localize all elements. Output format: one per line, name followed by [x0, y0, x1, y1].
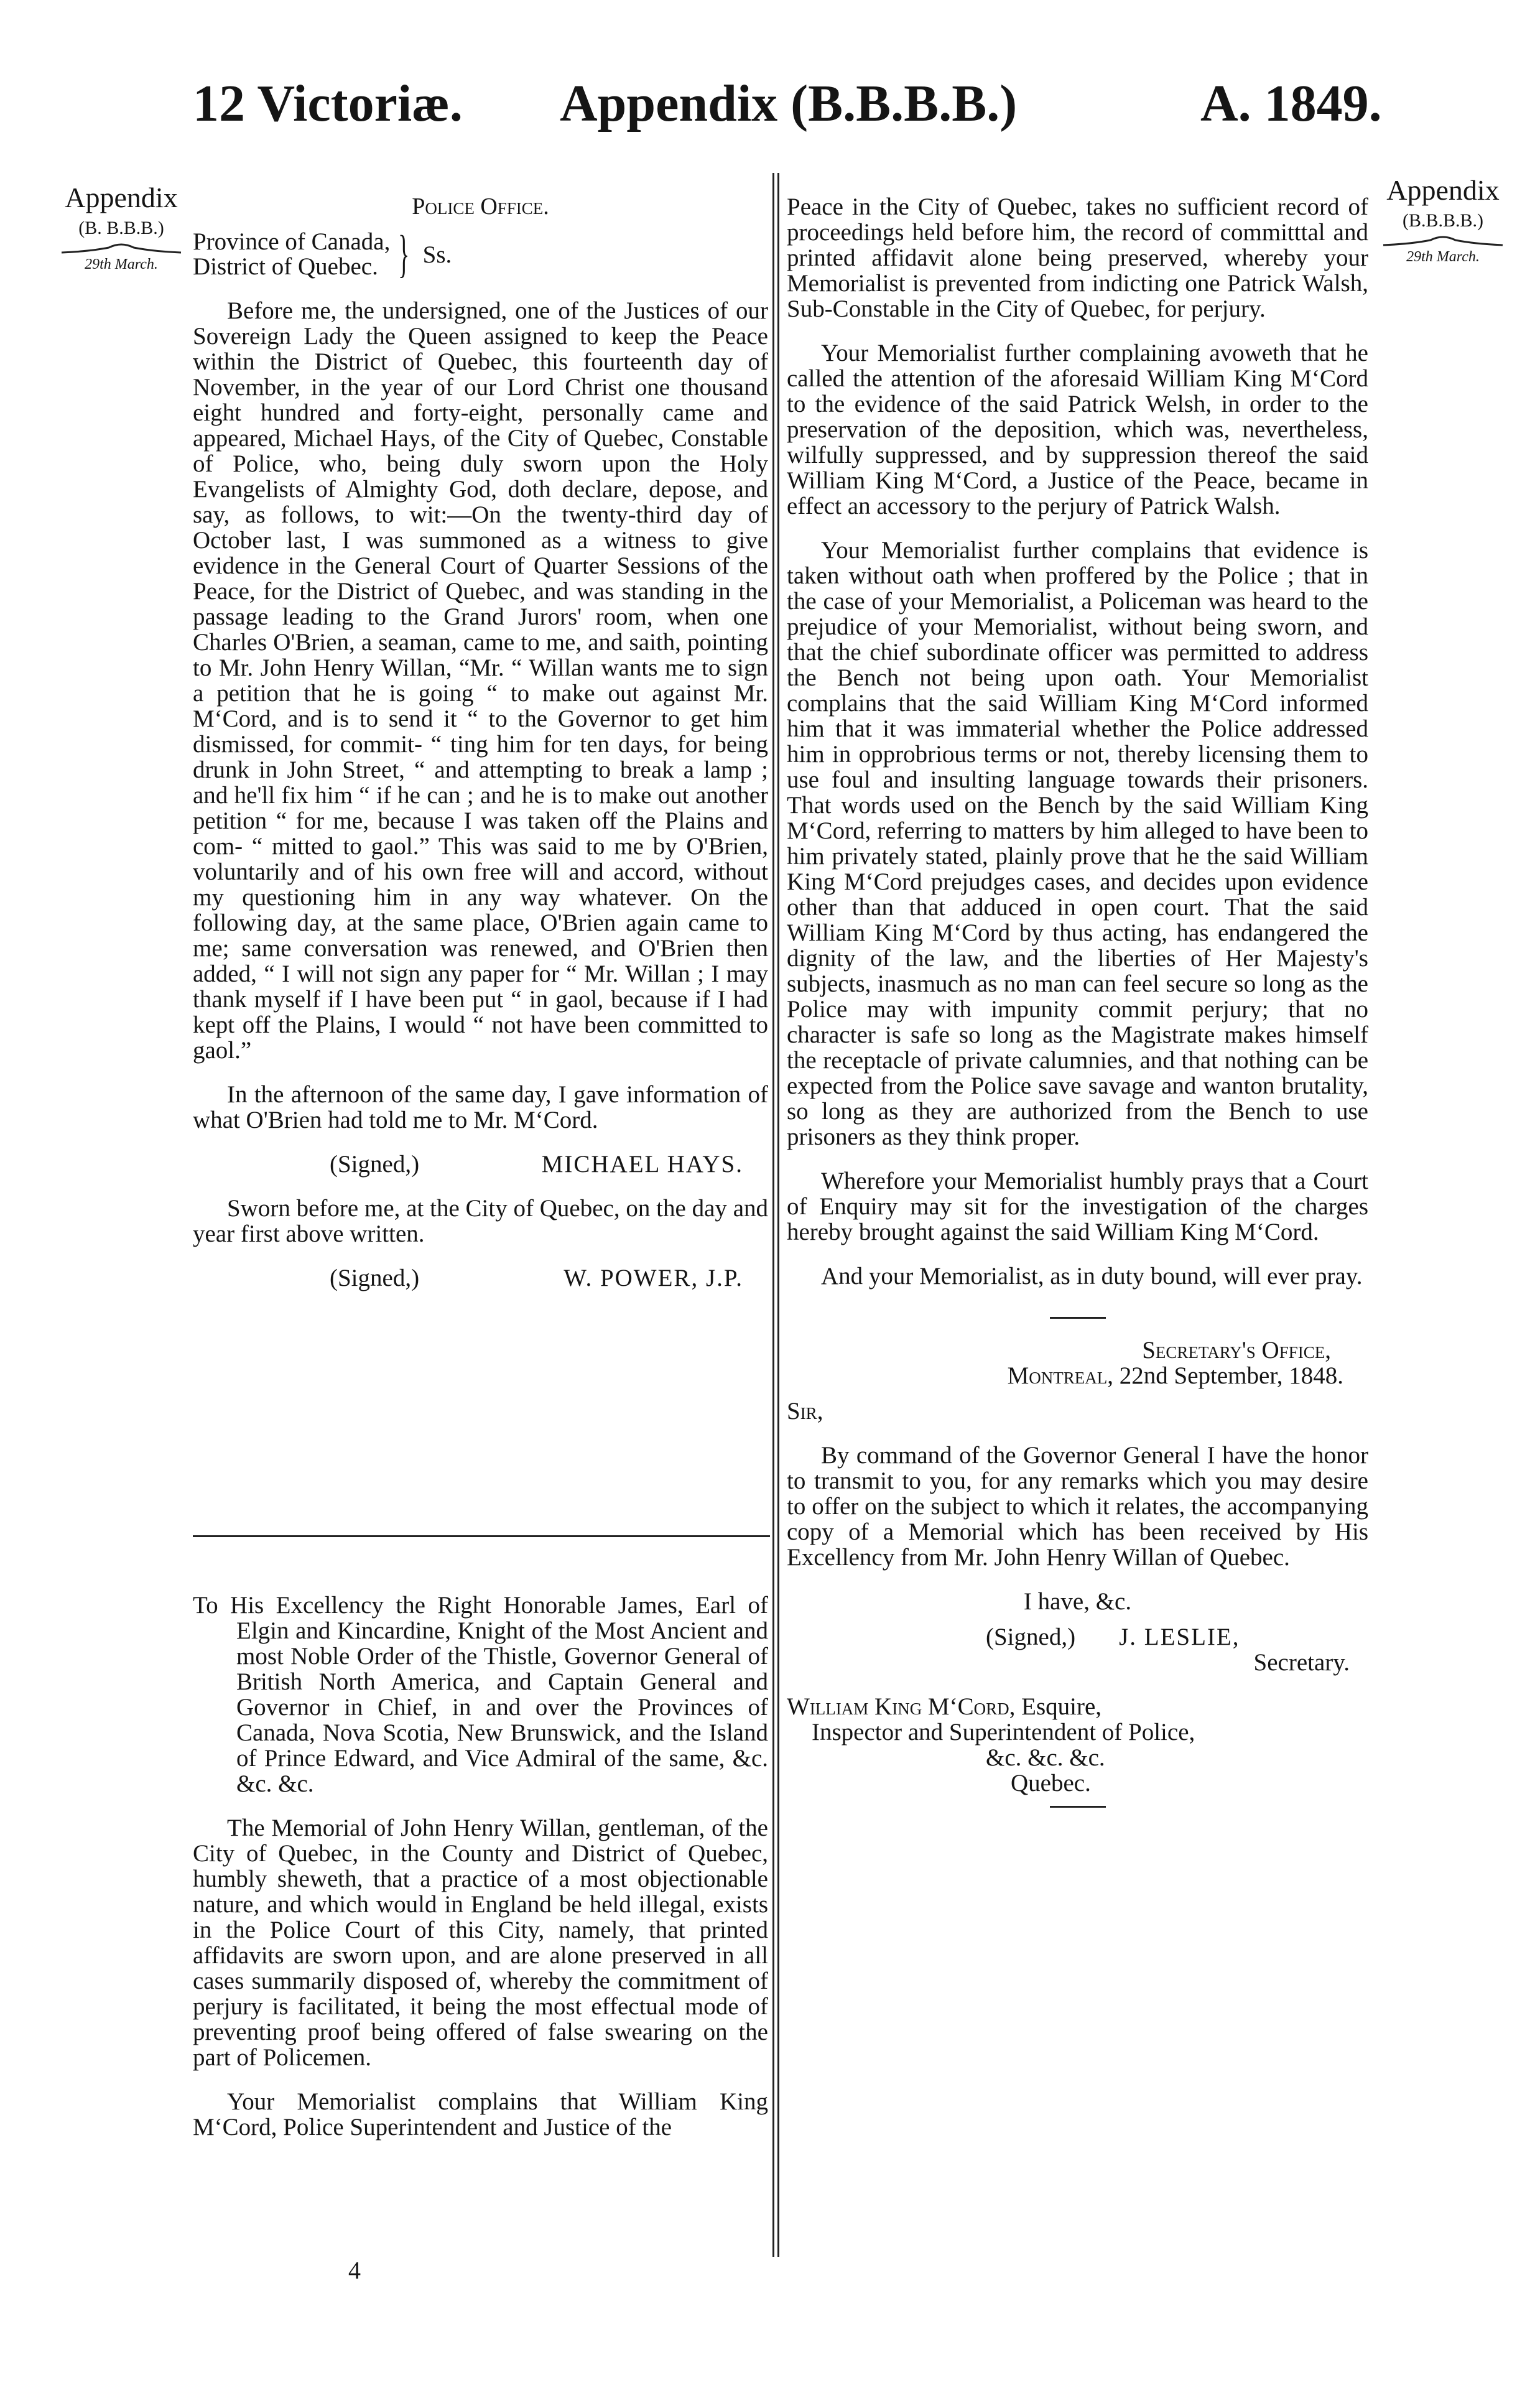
- recipient-line-4: Quebec.: [1011, 1770, 1091, 1797]
- memorial-section: [193, 1592, 768, 2140]
- recipient-suffix: Esquire,: [1015, 1693, 1102, 1720]
- recipient-line-1: [787, 1694, 1368, 1719]
- police-office-heading: Police Office.: [412, 193, 549, 220]
- margin-note-title: Appendix: [1386, 174, 1500, 206]
- brace-icon: }: [398, 225, 410, 283]
- running-header-session: 12 Victoriæ.: [193, 75, 463, 132]
- district-line: District of Quebec.: [193, 253, 378, 280]
- recipient-line-2: Inspector and Superintendent of Police,: [812, 1719, 1195, 1746]
- column-divider: [777, 173, 779, 2257]
- afternoon-text: In the afternoon of the same day, I gave information of what O'Brien had told me to Mr. M‘Cord.: [193, 1081, 768, 1133]
- signed-label: (Signed,): [986, 1624, 1076, 1650]
- address-to-governor: To His Excellency the Right Honorable James, Earl of Elgin and Kincardine, Knight of the Most Ancient and most Noble Order of the Thistle, Governor General of British North America, and Captain General and Governor in Chief, in and over the Provinces of Canada, Nova Scotia, New Brunswick, and the Island of Prince Edward, and Vice Admiral of the same, &c. &c. &c.: [193, 1592, 768, 1797]
- sworn-text: Sworn before me, at the City of Quebec, on the day and year first above written.: [193, 1195, 768, 1247]
- prayer-paragraph: Wherefore your Memorialist humbly prays that a Court of Enquiry may sit for the investigation of the charges hereby brought against the said William King M‘Cord.: [787, 1168, 1368, 1245]
- letter-closing: I have, &c.: [1023, 1588, 1132, 1615]
- signed-label: (Signed,): [330, 1151, 420, 1178]
- signature-power: [193, 1265, 768, 1291]
- letter-place: Montreal,: [1007, 1362, 1114, 1389]
- province-line: Province of Canada,: [193, 228, 391, 255]
- section-divider: [193, 1535, 770, 1537]
- signature-leslie: [787, 1624, 1368, 1650]
- signer-name: J. LESLIE,: [1119, 1624, 1240, 1650]
- margin-note-date: 29th March.: [1406, 249, 1480, 265]
- signer-name: MICHAEL HAYS.: [541, 1151, 743, 1178]
- recipient-name: William King M‘Cord,: [787, 1693, 1016, 1720]
- salutation: Sir,: [787, 1398, 823, 1425]
- ss-mark: Ss.: [422, 241, 452, 268]
- flourish-icon: [1381, 234, 1505, 248]
- deposition-section: [193, 194, 768, 1291]
- left-margin-note: [50, 180, 193, 274]
- running-header-appendix: Appendix (B.B.B.B.): [560, 75, 1018, 132]
- letter-body: By command of the Governor General I have the honor to transmit to you, for any remarks which you may desire to offer on the subject to which it relates, the accompanying copy of a Memorial which has been received by His Excellency from Mr. John Henry Willan of Quebec.: [787, 1442, 1368, 1571]
- signer-title: Secretary.: [1253, 1649, 1350, 1676]
- running-header-year: A. 1849.: [1200, 75, 1382, 132]
- continuation-text: Peace in the City of Quebec, takes no sufficient record of proceedings held before him, the record of committtal and printed affidavit alone being preserved, whereby your Memorialist is prevented from indicting one Patrick Walsh, Sub-Constable in the City of Quebec, for perjury.: [787, 193, 1368, 322]
- complaint-text: Your Memorialist complains that William King M‘Cord, Police Superintendent and Justice of the: [193, 2088, 768, 2141]
- column-divider: [772, 173, 774, 2257]
- signature-hays: [193, 1151, 768, 1177]
- signer-name: W. POWER, J.P.: [563, 1265, 743, 1291]
- secretary-office-heading: Secretary's Office,: [1142, 1337, 1331, 1364]
- venue-block: [193, 225, 768, 283]
- duty-paragraph: And your Memorialist, as in duty bound, will ever pray.: [821, 1263, 1363, 1290]
- separator-line: [1050, 1806, 1106, 1808]
- page-number: 4: [348, 2256, 361, 2284]
- evidence-paragraph: Your Memorialist further complains that evidence is taken without oath when proffered by the Police ; that in the case of your Memorialist, a Policeman was heard to the prejudice of your Memorialist, without being sworn, and that the chief subordinate officer was permitted to address the Bench not being upon oath. Your Memorialist complains that the said William King M‘Cord informed him that it was immaterial whether the Police addressed him in opprobrious terms or not, thereby licensing them to use foul and insulting language towards their prisoners. That words used on the Bench by the said William King M‘Cord, referring to matters by him alleged to have been to him privately stated, plainly prove that he the said William King M‘Cord prejudges cases, and decides upon evidence other than that adduced in open court. That the said William King M‘Cord by thus acting, has endangered the dignity of the law, and the liberties of Her Majesty's subjects, inasmuch as no man can feel secure so long as the Police may with impunity commit perjury; that no character is safe so long as the Magistrate makes himself the receptacle of private calumnies, and that nothing can be expected from the Police save savage and wanton brutality, so long as they are authorized from the Bench to use prisoners as they think proper.: [787, 537, 1368, 1150]
- memorial-text: The Memorial of John Henry Willan, gentleman, of the City of Quebec, in the County and District of Quebec, humbly sheweth, that a practice of a most objectionable nature, and which would in England be held illegal, exists in the Police Court of this City, namely, that printed affidavits are sworn upon, and are alone preserved in all cases summarily disposed of, whereby the commitment of perjury is facilitated, it being the most effectual mode of preventing proof being offered of false swearing on the part of Policemen.: [193, 1815, 768, 2071]
- margin-note-code: (B.B.B.B.): [1402, 210, 1484, 231]
- letter-date-text: 22nd September, 1848.: [1113, 1362, 1343, 1389]
- recipient-line-3: &c. &c. &c.: [986, 1744, 1105, 1771]
- signed-label: (Signed,): [330, 1265, 420, 1291]
- right-column: [787, 194, 1368, 1808]
- margin-note-title: Appendix: [65, 182, 178, 213]
- flourish-icon: [59, 241, 183, 255]
- right-margin-note: [1368, 173, 1518, 266]
- deposition-text: Before me, the undersigned, one of the Justices of our Sovereign Lady the Queen assigned to keep the Peace within the District of Quebec, this fourteenth day of November, in the year of our Lord Christ one thousand eight hundred and forty-eight, personally came and appeared, Michael Hays, of the City of Quebec, Constable of Police, who, being duly sworn upon the Holy Evangelists of Almighty God, doth declare, depose, and say, as follows, to wit:—On the twenty-third day of October last, I was summoned as a witness to give evidence in the General Court of Quarter Sessions of the Peace, for the District of Quebec, and was standing in the passage leading to the Grand Jurors' room, when one Charles O'Brien, a seaman, came to me, and saith, pointing to Mr. John Henry Willan, “Mr. “ Willan wants me to sign a petition that he is going “ to make out against Mr. M‘Cord, and is to send it “ to the Governor to get him dismissed, for commit- “ ting him for ten days, for being drunk in John Street, “ and attempting to break a lamp ; and he'll fix him “ if he can ; and he is to make out another petition “ for me, because I was taken off the Plains and com- “ mitted to gaol.” This was said to me by O'Brien, voluntarily and of his own free will and accord, without my questioning him in any way whatever. On the following day, at the same place, O'Brien again came to me; same conversation was renewed, and O'Brien then added, “ I will not sign any paper for “ Mr. Willan ; I may thank myself if I have been put “ in gaol, because if I had kept off the Plains, I would “ not have been committed to gaol.”: [193, 297, 768, 1064]
- margin-note-code: (B. B.B.B.): [78, 218, 164, 238]
- margin-note-date: 29th March.: [85, 256, 158, 272]
- letter-date: [787, 1363, 1368, 1388]
- avoweth-paragraph: Your Memorialist further complaining avoweth that he called the attention of the aforesaid William King M‘Cord to the evidence of the said Patrick Welsh, in order to the preservation of the deposition, which was, nevertheless, wilfully suppressed, and by suppression thereof the said William King M‘Cord, a Justice of the Peace, became in effect an accessory to the perjury of Patrick Walsh.: [787, 340, 1368, 519]
